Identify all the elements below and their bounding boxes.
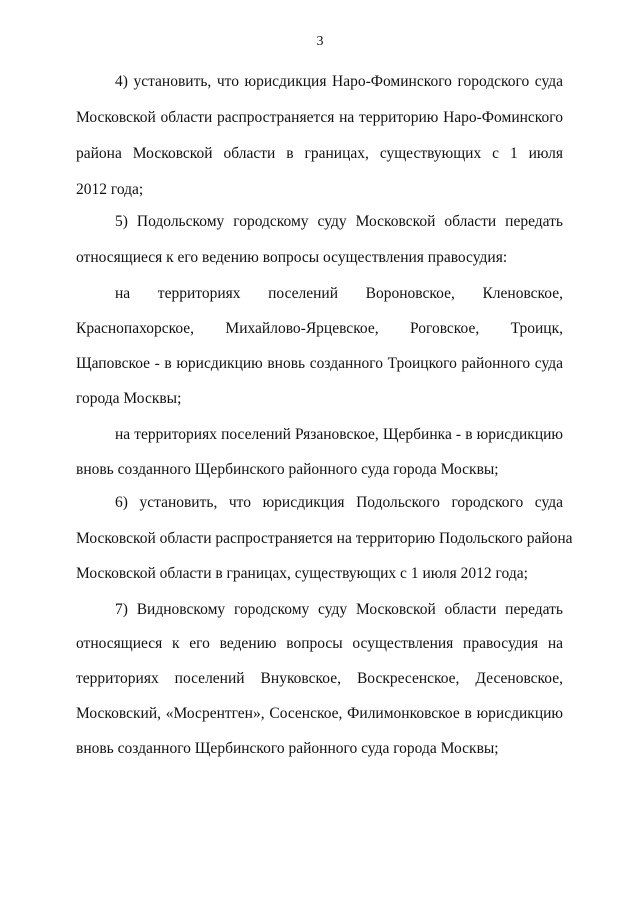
text-line: города Москвы; — [76, 390, 182, 407]
text-line: Краснопахорское, Михайлово-Ярцевское, Роговское, Троицк, — [76, 320, 563, 337]
text-line: района Московской области в границах, существующих с 1 июля — [76, 145, 563, 162]
text-line: вновь созданного Щербинского районного суда города Москвы; — [76, 740, 499, 757]
text-line: Московской области распространяется на территорию Наро-Фоминского — [76, 109, 563, 126]
text-line: 7) Видновскому городскому суду Московской области передать — [115, 601, 563, 618]
text-line: Щаповское - в юрисдикцию вновь созданного Троицкого районного суда — [76, 355, 563, 372]
text-line: 6) установить, что юрисдикция Подольского городского суда — [115, 494, 563, 511]
text-line: 4) установить, что юрисдикция Наро-Фоминского городского суда — [115, 73, 563, 90]
text-line: Московской области распространяется на территорию Подольского района — [76, 530, 573, 547]
text-line: относящиеся к его ведению вопросы осуществления правосудия на — [76, 635, 563, 652]
page-number: 3 — [316, 34, 324, 49]
text-line: на территориях поселений Рязановское, Щербинка - в юрисдикцию — [115, 426, 563, 443]
text-line: 2012 года; — [76, 181, 144, 198]
text-line: территориях поселений Внуковское, Воскресенское, Десеновское, — [76, 670, 563, 687]
text-line: относящиеся к его ведению вопросы осуществления правосудия: — [76, 249, 508, 266]
text-line: на территориях поселений Вороновское, Кленовское, — [115, 285, 563, 302]
text-line: вновь созданного Щербинского районного суда города Москвы; — [76, 461, 499, 478]
text-line: Московской области в границах, существующих с 1 июля 2012 года; — [76, 565, 528, 582]
text-line: 5) Подольскому городскому суду Московской области передать — [115, 213, 563, 230]
text-line: Московский, «Мосрентген», Сосенское, Филимонковское в юрисдикцию — [76, 705, 563, 722]
